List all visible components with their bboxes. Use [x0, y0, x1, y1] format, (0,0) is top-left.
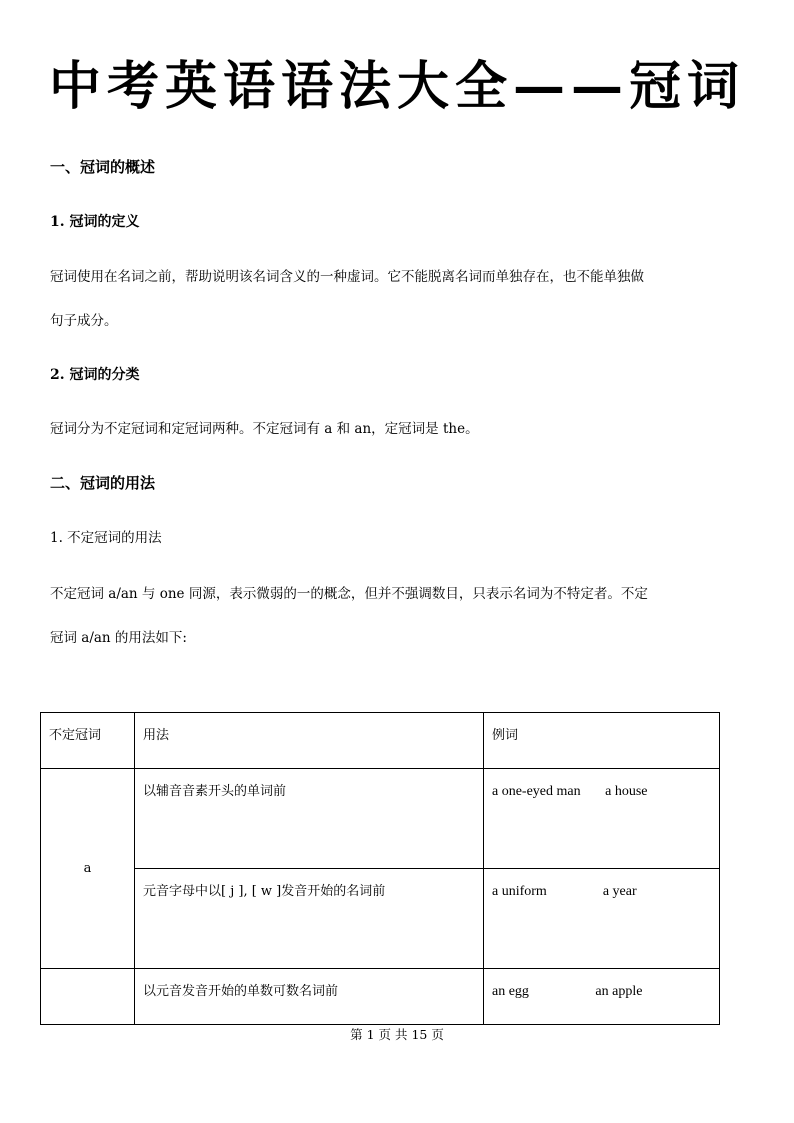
usage-table — [40, 712, 720, 1025]
examples-cell: a uniform a year — [484, 869, 720, 969]
subheading-definition: 1. 冠词的定义 — [50, 214, 140, 230]
table-header-row — [41, 713, 720, 769]
paragraph-indefinite-line1: 不定冠词 a/an 与 one 同源，表示微弱的一的概念，但并不强调数目，只表示名词为不特定者。不定 — [50, 586, 648, 602]
table-header-cell: 用法 — [135, 713, 484, 769]
table-header-cell: 不定冠词 — [41, 713, 135, 769]
subheading-classification: 2. 冠词的分类 — [50, 367, 140, 383]
usage-cell: 以元音发音开始的单数可数名词前 — [135, 969, 484, 1025]
table-row — [41, 969, 720, 1025]
section-heading-usage: 二、冠词的用法 — [50, 474, 156, 492]
usage-cell: 以辅音音素开头的单词前 — [135, 769, 484, 869]
paragraph-definition-line2: 句子成分。 — [50, 313, 118, 329]
usage-cell: 元音字母中以[ j ], [ w ]发音开始的名词前 — [135, 869, 484, 969]
page-title: 中考英语语法大全——冠词 — [48, 56, 745, 117]
examples-cell: an egg an apple — [484, 969, 720, 1025]
paragraph-indefinite-line2: 冠词 a/an 的用法如下: — [50, 630, 187, 646]
table-row — [41, 869, 720, 969]
examples-cell: a one-eyed man a house — [484, 769, 720, 869]
paragraph-definition-line1: 冠词使用在名词之前，帮助说明该名词含义的一种虚词。它不能脱离名词而单独存在，也不能单独做 — [50, 269, 644, 285]
page-footer: 第 1 页 共 15 页 — [350, 1027, 444, 1042]
table-row — [41, 769, 720, 869]
table-header-cell: 例词 — [484, 713, 720, 769]
section-heading-overview: 一、冠词的概述 — [50, 158, 156, 176]
article-cell — [41, 969, 135, 1025]
subheading-indefinite-article: 1. 不定冠词的用法 — [50, 530, 162, 546]
paragraph-classification: 冠词分为不定冠词和定冠词两种。不定冠词有 a 和 an，定冠词是 the。 — [50, 421, 479, 437]
article-cell: a — [41, 769, 135, 969]
